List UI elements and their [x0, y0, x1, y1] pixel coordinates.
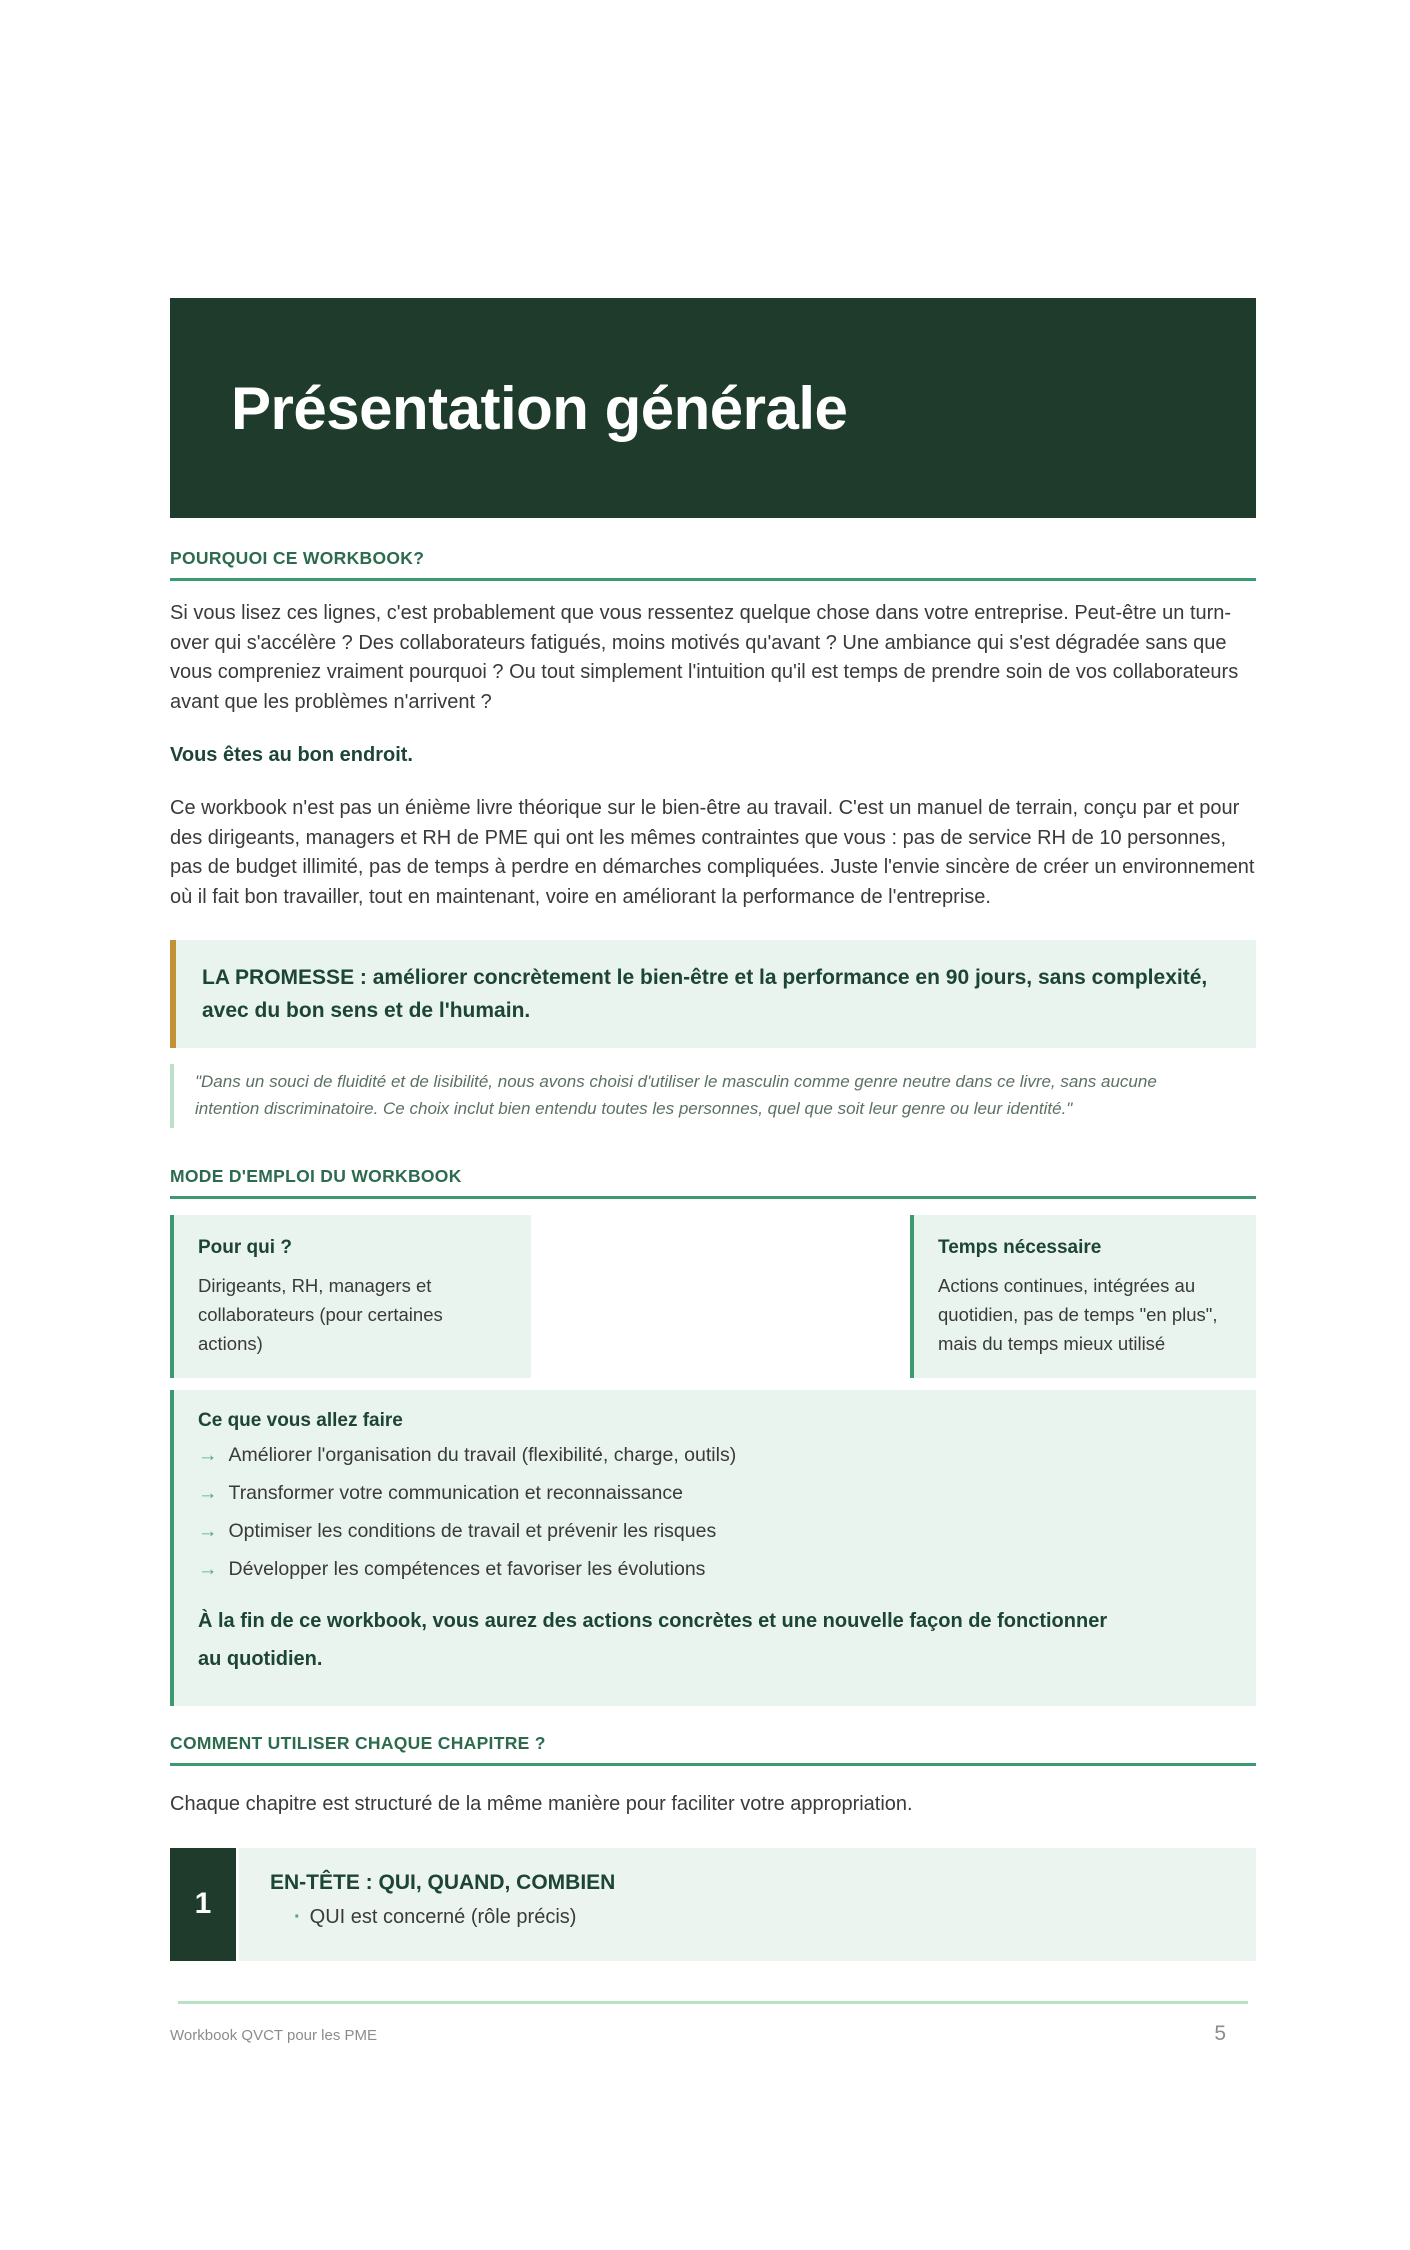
info-boxes-spacer: [531, 1215, 910, 1378]
footer-divider: [178, 2001, 1248, 2004]
arrow-right-icon: [198, 1440, 218, 1470]
chapter-banner: [170, 298, 1256, 518]
paragraph-workbook: Ce workbook n'est pas un énième livre théorique sur le bien-être au travail. C'est un manuel de terrain, conçu par et pour des dirigeants, managers et RH de PME qui ont les mêmes contraintes que vous : pas de service RH de 10 personnes, pas de budget illimité, pas de temps à perdre en démarches compliquées. Juste l'envie sincère de créer un environnement où il fait bon travailler, tout en maintenant, voire en améliorant la performance de l'entreprise.: [170, 797, 1255, 908]
bullet-dot-icon: [294, 1906, 301, 1928]
arrow-right-icon: [198, 1516, 218, 1546]
info-box-title: Pour qui ?: [198, 1237, 292, 1258]
todo-item-label: Optimiser les conditions de travail et prévenir les risques: [228, 1520, 717, 1542]
todo-item-label: Développer les compétences et favoriser les évolutions: [228, 1558, 706, 1580]
chapter-step-row: [170, 1848, 1256, 1961]
section-heading-mode-emploi: MODE D'EMPLOI DU WORKBOOK: [170, 1166, 1256, 1199]
step-number-badge: 1: [170, 1848, 236, 1961]
info-boxes-row: [170, 1215, 1256, 1378]
footer: [170, 2022, 1240, 2046]
section-heading-chapitre: COMMENT UTILISER CHAQUE CHAPITRE ?: [170, 1733, 1256, 1766]
arrow-right-icon: [198, 1478, 218, 1508]
info-box-body: Actions continues, intégrées au quotidien, pas de temps "en plus", mais du temps mieux utilisé: [938, 1275, 1218, 1354]
list-item: [198, 1440, 1228, 1470]
todo-conclusion: À la fin de ce workbook, vous aurez des actions concrètes et une nouvelle façon de fonctionner au quotidien.: [198, 1610, 1108, 1670]
todo-item-label: Améliorer l'organisation du travail (flexibilité, charge, outils): [228, 1444, 737, 1466]
info-box-temps: [910, 1215, 1256, 1378]
paragraph-intro: Si vous lisez ces lignes, c'est probablement que vous ressentez quelque chose dans votre entreprise. Peut-être un turn-over qui s'accélère ? Des collaborateurs fatigués, moins motivés qu'avant ? Une ambiance qui s'est dégradée sans que vous compreniez vraiment pourquoi ? Ou tout simplement l'intuition qu'il est temps de prendre soin de vos collaborateurs avant que les problèmes n'arrivent ?: [170, 602, 1239, 713]
info-box-pour-qui: [170, 1215, 531, 1378]
list-item: [198, 1516, 1228, 1546]
arrow-right-icon: [198, 1554, 218, 1584]
step-item-label: QUI est concerné (rôle précis): [309, 1905, 577, 1928]
footer-document-title: Workbook QVCT pour les PME: [170, 2026, 378, 2044]
promise-callout: LA PROMESSE : améliorer concrètement le bien-être et la performance en 90 jours, sans complexité, avec du bon sens et de l'humain.: [170, 940, 1256, 1048]
page-number: 5: [1214, 2021, 1226, 2045]
page-title: Présentation générale: [231, 374, 848, 442]
step-title: EN-TÊTE : QUI, QUAND, COMBIEN: [270, 1870, 616, 1894]
inclusive-language-note: "Dans un souci de fluidité et de lisibilité, nous avons choisi d'utiliser le masculin comme genre neutre dans ce livre, sans aucune intention discriminatoire. Ce choix inclut bien entendu toutes les personnes, quel que soit leur genre ou leur identité.": [170, 1064, 1256, 1128]
list-item: [198, 1478, 1228, 1508]
list-item: [198, 1554, 1228, 1584]
page-content: [170, 298, 1256, 2046]
info-box-title: Temps nécessaire: [938, 1237, 1102, 1258]
info-box-body: Dirigeants, RH, managers et collaborateurs (pour certaines actions): [198, 1275, 443, 1354]
paragraph-chapitre-intro: Chaque chapitre est structuré de la même manière pour faciliter votre appropriation.: [170, 1793, 913, 1815]
section-heading-pourquoi: POURQUOI CE WORKBOOK?: [170, 548, 1256, 581]
step-item: [270, 1906, 1256, 1929]
todo-item-label: Transformer votre communication et reconnaissance: [228, 1482, 683, 1504]
todo-box: [170, 1390, 1256, 1706]
step-panel: [239, 1848, 1256, 1961]
emphasis-line: Vous êtes au bon endroit.: [170, 744, 413, 766]
todo-box-title: Ce que vous allez faire: [198, 1410, 403, 1431]
